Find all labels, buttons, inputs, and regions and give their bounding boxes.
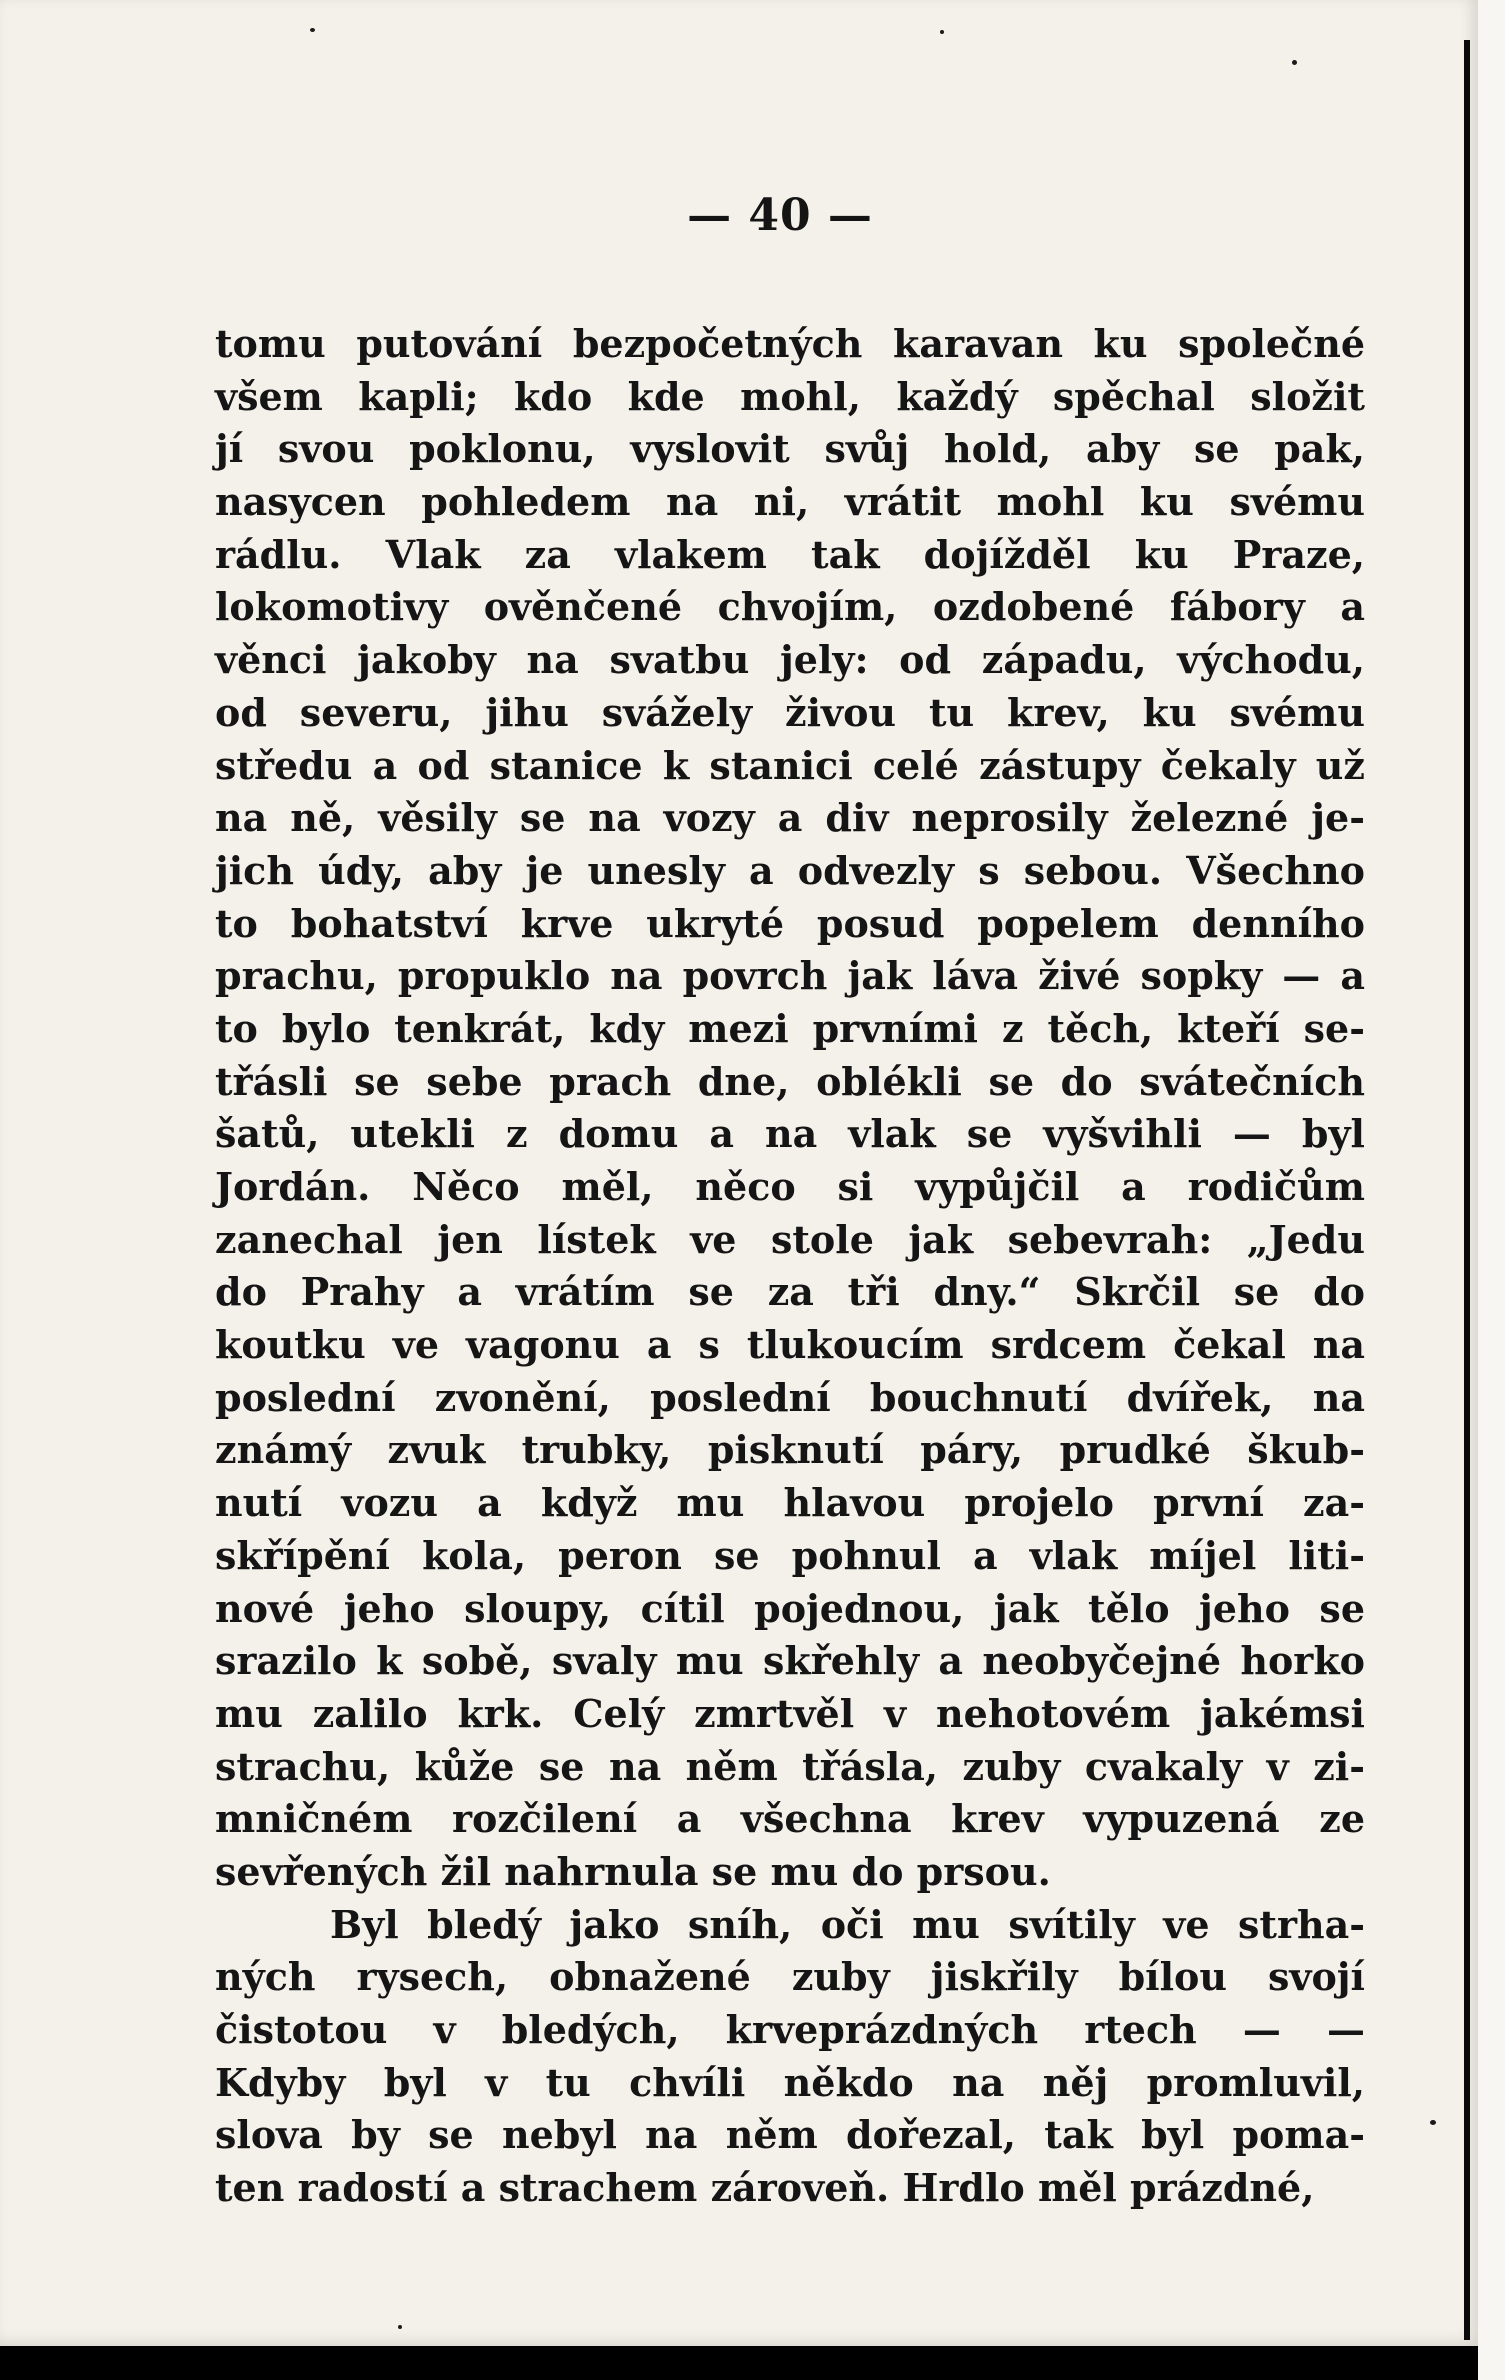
text-line: středu a od stanice k stanici celé zástupy čekaly už [215, 742, 1365, 788]
ink-speck [1292, 60, 1297, 65]
text-line: zanechal jen lístek ve stole jak sebevrah: „Jedu [215, 1216, 1365, 1262]
text-line: do Prahy a vrátím se za tři dny.“ Skrčil se do [215, 1269, 1365, 1315]
text-line: třásli se sebe prach dne, oblékli se do svátečních [215, 1058, 1365, 1104]
ink-speck [940, 30, 944, 34]
text-line: ten radostí a strachem zároveň. Hrdlo měl prázdné, [215, 2165, 1315, 2211]
text-line: nasycen pohledem na ni, vrátit mohl ku svému [215, 479, 1365, 525]
ink-speck [310, 28, 315, 32]
text-line: Kdyby byl v tu chvíli někdo na něj promluvil, [215, 2059, 1365, 2105]
text-line: šatů, utekli z domu a na vlak se vyšvihli — byl [215, 1111, 1365, 1157]
text-line: rádlu. Vlak za vlakem tak dojížděl ku Praze, [215, 531, 1365, 577]
text-line: známý zvuk trubky, pisknutí páry, prudké škub- [215, 1427, 1365, 1473]
ink-speck [1430, 2120, 1436, 2125]
text-line: koutku ve vagonu a s tlukoucím srdcem čekal na [215, 1322, 1365, 1368]
book-edge [1464, 40, 1470, 2340]
text-line: od severu, jihu svážely živou tu krev, ku svému [215, 689, 1365, 735]
text-line: jich údy, aby je unesly a odvezly s sebou. Všechno [215, 847, 1365, 893]
text-line: slova by se nebyl na něm dořezal, tak byl poma- [215, 2112, 1365, 2158]
scan-margin [1478, 0, 1505, 2380]
text-line: Byl bledý jako sníh, oči mu svítily ve strha- [330, 1901, 1365, 1947]
text-line: Jordán. Něco měl, něco si vypůjčil a rodičům [215, 1164, 1365, 1209]
text-line: čistotou v bledých, krveprázdných rtech — — [215, 2007, 1365, 2052]
text-line: všem kapli; kdo kde mohl, každý spěchal složit [215, 373, 1365, 419]
text-line: to bohatství krve ukryté posud popelem denního [215, 900, 1365, 946]
text-line: poslední zvonění, poslední bouchnutí dvířek, na [215, 1374, 1365, 1420]
text-line: skřípění kola, peron se pohnul a vlak míjel liti- [215, 1532, 1365, 1578]
text-line: ných rysech, obnažené zuby jiskřily bílou svojí [215, 1954, 1365, 2000]
text-line: na ně, věsily se na vozy a div neprosily železné je- [215, 795, 1365, 841]
text-line: prachu, propuklo na povrch jak láva živé sopky — a [215, 953, 1365, 999]
body-text [215, 318, 1365, 2215]
text-line: sevřených žil nahrnula se mu do prsou. [215, 1848, 1051, 1894]
text-line: věnci jakoby na svatbu jely: od západu, východu, [215, 637, 1365, 683]
text-line: lokomotivy ověnčené chvojím, ozdobené fábory a [215, 584, 1365, 630]
text-line: jí svou poklonu, vyslovit svůj hold, aby se pak, [215, 426, 1365, 472]
text-line: srazilo k sobě, svaly mu skřehly a neobyčejné horko [215, 1638, 1365, 1684]
ink-speck [398, 2325, 402, 2329]
text-line: nové jeho sloupy, cítil pojednou, jak tělo jeho se [215, 1585, 1365, 1631]
text-line: tomu putování bezpočetných karavan ku společné [215, 321, 1365, 366]
text-line: mničném rozčilení a všechna krev vypuzená ze [215, 1796, 1365, 1842]
text-line: mu zalilo krk. Celý zmrtvěl v nehotovém jakémsi [215, 1690, 1365, 1736]
text-line: to bylo tenkrát, kdy mezi prvními z těch, kteří se- [215, 1005, 1365, 1051]
text-line: nutí vozu a když mu hlavou projelo první za- [215, 1480, 1365, 1526]
page-number: — 40 — [687, 190, 873, 241]
text-line: strachu, kůže se na něm třásla, zuby cvakaly v zi- [215, 1743, 1365, 1789]
